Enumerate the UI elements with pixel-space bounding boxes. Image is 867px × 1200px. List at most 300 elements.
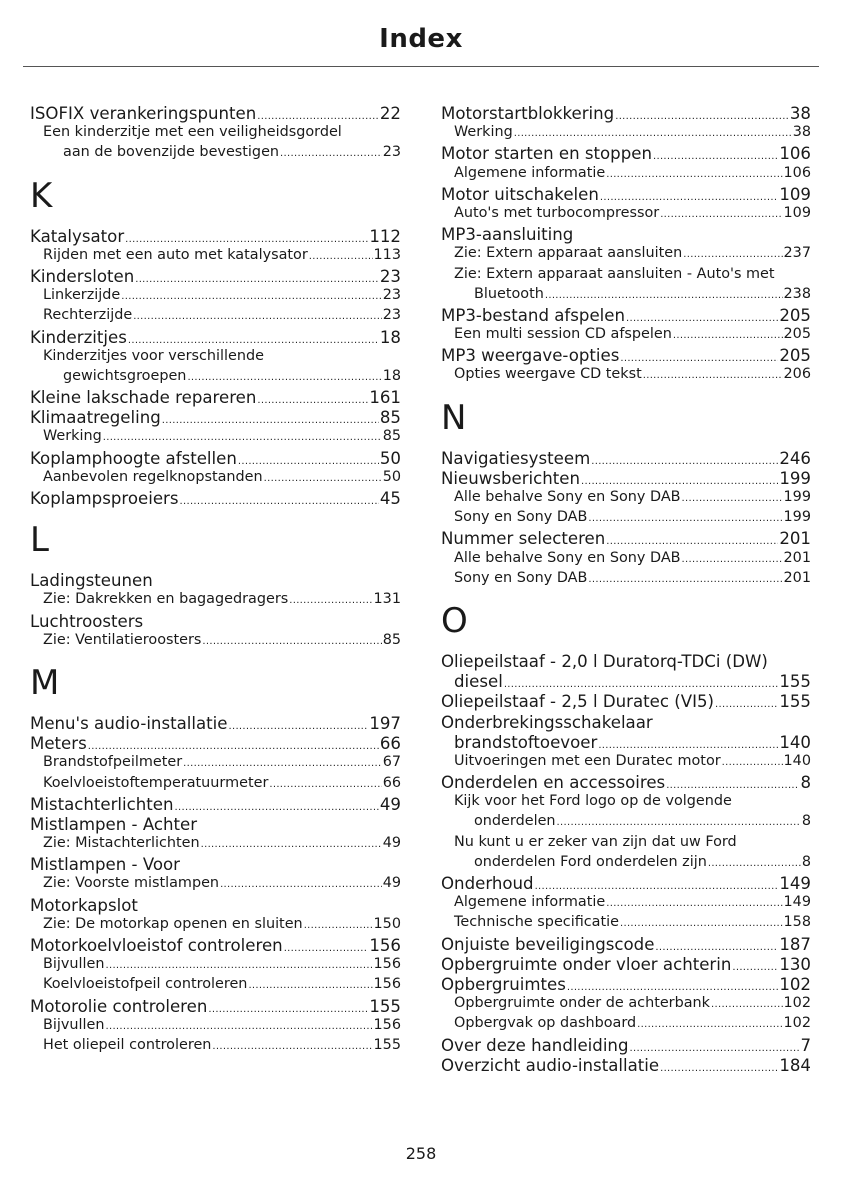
index-subentry	[441, 165, 811, 185]
index-page-ref: 161	[369, 388, 401, 408]
dot-leader	[257, 104, 379, 123]
index-page-ref: 50	[382, 468, 401, 485]
dot-leader	[682, 550, 783, 566]
dot-leader	[722, 753, 783, 769]
index-entry-label: Alle behalve Sony en Sony DAB	[454, 489, 681, 505]
index-page-ref: 238	[783, 285, 811, 302]
dot-leader	[175, 795, 379, 814]
index-entry-label: Motor starten en stoppen	[441, 144, 652, 164]
index-page-ref: 109	[783, 204, 811, 221]
index-entry	[441, 975, 811, 995]
index-subentry	[441, 205, 811, 225]
index-entry-label: Koelvloeistoftemperatuurmeter	[43, 774, 269, 791]
index-subentry	[30, 976, 401, 996]
index-subentry	[441, 914, 811, 934]
index-entry-label: Motor uitschakelen	[441, 184, 599, 204]
dot-leader	[629, 1036, 799, 1055]
index-entry-label: onderdelen Ford onderdelen zijn	[474, 853, 707, 870]
index-entry-label: Uitvoeringen met een Duratec motor	[454, 752, 721, 769]
index-entry	[441, 144, 811, 164]
index-entry-label: Zie: Ventilatieroosters	[43, 631, 202, 648]
index-entry	[30, 734, 401, 754]
index-column-left	[30, 104, 401, 1057]
dot-leader	[105, 1017, 372, 1033]
dot-leader	[598, 733, 778, 752]
index-entry-label: Zie: Extern apparaat aansluiten - Auto's met	[454, 265, 775, 282]
dot-leader	[248, 976, 372, 992]
dot-leader	[732, 955, 778, 974]
dot-leader	[88, 734, 379, 753]
index-subentry	[441, 366, 811, 386]
index-subentry	[441, 570, 811, 590]
dot-leader	[238, 449, 379, 468]
index-entry-label: Klimaatregeling	[30, 408, 161, 428]
index-subentry	[30, 124, 401, 144]
dot-leader	[135, 267, 379, 286]
index-entry-label: Het oliepeil controleren	[43, 1036, 212, 1053]
index-page-ref: 112	[369, 226, 401, 246]
index-page-ref: 49	[379, 794, 401, 814]
index-page-ref: 197	[369, 713, 401, 733]
index-entry-label: Werking	[454, 124, 513, 141]
index-page-ref: 8	[801, 813, 811, 830]
index-section-letter: K	[30, 175, 53, 216]
index-entry-label: onderdelen	[474, 813, 556, 830]
index-entry	[30, 408, 401, 428]
index-subentry	[441, 854, 811, 874]
index-entry	[441, 225, 811, 245]
index-page-ref: 155	[779, 692, 811, 712]
dot-leader	[615, 104, 789, 123]
index-section-letter: L	[30, 520, 49, 561]
index-entry-label: Een multi session CD afspelen	[454, 326, 672, 343]
dot-leader	[162, 408, 379, 427]
index-entry-label: Opbergruimte onder vloer achterin	[441, 954, 732, 974]
index-entry-label: MP3-aansluiting	[441, 225, 574, 245]
index-entry-label: Linkerzijde	[43, 287, 121, 304]
index-subentry	[441, 124, 811, 144]
index-page-ref: 184	[779, 1055, 811, 1075]
dot-leader	[620, 914, 783, 930]
index-subentry	[30, 632, 401, 652]
dot-leader	[133, 307, 381, 323]
index-entry-label: Zie: Mistachterlichten	[43, 835, 200, 852]
index-entry	[441, 773, 811, 793]
index-page-ref: 140	[783, 752, 811, 769]
dot-leader	[620, 346, 778, 365]
dot-leader	[514, 124, 792, 140]
dot-leader	[591, 449, 778, 468]
index-subentry	[441, 1015, 811, 1035]
dot-leader	[121, 287, 381, 303]
page-number: 258	[405, 1144, 437, 1163]
index-entry-label: Aanbevolen regelknopstanden	[43, 468, 263, 485]
dot-leader	[201, 835, 382, 851]
index-entry	[441, 306, 811, 326]
dot-leader	[588, 570, 782, 586]
index-page-ref: 45	[379, 489, 401, 508]
index-subentry	[441, 793, 811, 813]
index-entry	[30, 795, 401, 815]
index-page-ref: 237	[783, 245, 811, 262]
index-entry-label: Opties weergave CD tekst	[454, 366, 642, 383]
index-page-ref: 155	[369, 996, 401, 1016]
dot-leader	[187, 368, 381, 384]
index-column-right	[441, 104, 811, 1076]
index-page-ref: 23	[382, 287, 401, 304]
index-page-ref: 106	[783, 164, 811, 181]
index-entry-label: Kleine lakschade repareren	[30, 388, 257, 408]
index-page-ref: 156	[373, 976, 401, 993]
dot-leader	[504, 672, 778, 691]
index-entry-label: ISOFIX verankeringspunten	[30, 104, 257, 123]
title-divider	[23, 66, 819, 67]
dot-leader	[289, 591, 372, 607]
index-entry	[441, 935, 811, 955]
dot-leader	[660, 1056, 778, 1075]
index-page-ref: 156	[369, 936, 401, 955]
index-page-ref: 102	[783, 995, 811, 1012]
page-title: Index	[379, 24, 463, 54]
dot-leader	[304, 916, 373, 932]
index-subentry	[441, 894, 811, 914]
index-page-ref: 67	[382, 754, 401, 771]
dot-leader	[600, 185, 778, 204]
index-entry	[30, 388, 401, 408]
index-entry-label: Mistlampen - Achter	[30, 814, 198, 834]
dot-leader	[220, 875, 382, 891]
index-entry-label: Sony en Sony DAB	[454, 509, 588, 526]
dot-leader	[103, 428, 382, 444]
dot-leader	[708, 854, 801, 870]
index-subentry	[30, 247, 401, 267]
index-entry-label: diesel	[454, 672, 503, 692]
index-page-ref: 140	[779, 732, 811, 752]
index-page-ref: 38	[792, 124, 811, 141]
dot-leader	[264, 469, 382, 485]
index-entry-label: Meters	[30, 734, 87, 754]
index-page-ref: 8	[800, 773, 811, 793]
index-entry-label: Rijden met een auto met katalysator	[43, 246, 308, 263]
index-page-ref: 155	[373, 1036, 401, 1053]
index-entry-label: Zie: Extern apparaat aansluiten	[454, 245, 683, 262]
dot-leader	[682, 489, 783, 505]
dot-leader	[208, 997, 368, 1016]
index-entry-label: Onderbrekingsschakelaar	[441, 712, 653, 732]
index-entry-label: Technische specificatie	[454, 914, 619, 931]
index-entry	[441, 652, 811, 672]
index-entry-label: aan de bovenzijde bevestigen	[63, 144, 280, 161]
index-subentry	[30, 348, 401, 368]
dot-leader	[637, 1015, 782, 1031]
dot-leader	[257, 388, 368, 407]
index-entry	[441, 1036, 811, 1056]
index-page-ref: 201	[783, 569, 811, 586]
index-entry	[30, 227, 401, 247]
index-entry-label: Alle behalve Sony en Sony DAB	[454, 549, 681, 566]
index-section-letter: M	[30, 662, 60, 703]
index-page-ref: 66	[379, 734, 401, 754]
dot-leader	[673, 326, 783, 342]
index-entry	[441, 672, 811, 692]
index-entry-label: Rechterzijde	[43, 307, 133, 324]
index-entry	[30, 612, 401, 632]
index-page-ref: 131	[373, 591, 401, 608]
index-section-letter: N	[441, 397, 467, 438]
index-subentry	[30, 144, 401, 164]
index-entry-label: Nummer selecteren	[441, 529, 606, 549]
dot-leader	[567, 975, 778, 994]
index-page-ref: 199	[783, 489, 811, 505]
index-entry-label: gewichtsgroepen	[63, 367, 187, 384]
index-page-ref: 50	[379, 448, 401, 468]
index-entry-label: Sony en Sony DAB	[454, 569, 588, 586]
index-entry-label: Oliepeilstaaf - 2,0 l Duratorq-TDCi (DW)	[441, 651, 768, 671]
index-page-ref: 23	[379, 266, 401, 286]
index-subentry	[441, 813, 811, 833]
index-entry-label: Kindersloten	[30, 266, 135, 286]
dot-leader	[180, 489, 379, 508]
index-entry-label: Koplampsproeiers	[30, 489, 179, 508]
index-page-ref: 49	[382, 875, 401, 892]
dot-leader	[655, 935, 778, 954]
index-entry-label: Mistlampen - Voor	[30, 855, 181, 875]
index-entry-label: Onderhoud	[441, 874, 534, 893]
index-page-ref: 150	[373, 915, 401, 932]
index-entry-label: Zie: De motorkap openen en sluiten	[43, 915, 303, 932]
index-page-ref: 66	[382, 774, 401, 791]
index-entry	[30, 328, 401, 348]
index-page-ref: 187	[779, 934, 811, 954]
dot-leader	[683, 245, 782, 261]
index-subentry	[30, 775, 401, 795]
dot-leader	[653, 144, 778, 163]
index-entry	[30, 936, 401, 956]
index-entry-label: Kinderzitjes voor verschillende	[43, 347, 264, 364]
dot-leader	[660, 205, 782, 221]
index-page-ref: 102	[783, 1015, 811, 1032]
index-subentry	[441, 489, 811, 509]
index-subentry	[441, 245, 811, 265]
dot-leader	[557, 813, 801, 829]
index-page-ref: 199	[783, 509, 811, 526]
index-entry-label: Werking	[43, 428, 102, 445]
index-entry-label: Onderdelen en accessoires	[441, 773, 666, 793]
dot-leader	[183, 754, 382, 770]
dot-leader	[643, 366, 783, 382]
dot-leader	[105, 956, 372, 972]
index-entry	[441, 529, 811, 549]
dot-leader	[606, 894, 782, 910]
index-entry-label: Motorstartblokkering	[441, 104, 615, 123]
index-entry-label: Mistachterlichten	[30, 794, 174, 814]
dot-leader	[711, 995, 783, 1011]
index-subentry	[441, 509, 811, 529]
index-page-ref: 23	[382, 307, 401, 324]
index-page-ref: 205	[783, 326, 811, 343]
index-page-ref: 85	[382, 428, 401, 445]
dot-leader	[666, 773, 799, 792]
index-entry	[30, 489, 401, 509]
index-entry	[30, 571, 401, 591]
index-entry	[441, 346, 811, 366]
index-page-ref: 158	[783, 914, 811, 931]
index-entry-label: MP3-bestand afspelen	[441, 305, 625, 325]
index-entry	[441, 874, 811, 894]
index-entry	[441, 733, 811, 753]
index-entry-label: Ladingsteunen	[30, 571, 153, 591]
dot-leader	[581, 469, 778, 488]
dot-leader	[128, 328, 379, 347]
index-entry-label: brandstoftoevoer	[454, 732, 598, 752]
index-page-ref: 201	[779, 529, 811, 549]
index-entry-label: Motorkapslot	[30, 895, 138, 915]
index-page-ref: 113	[373, 246, 401, 263]
dot-leader	[228, 714, 368, 733]
index-entry-label: Luchtroosters	[30, 611, 144, 631]
index-entry-label: Navigatiesysteem	[441, 448, 591, 468]
index-page-ref: 85	[382, 631, 401, 648]
index-page-ref: 18	[382, 367, 401, 384]
index-entry-label: Bluetooth	[474, 285, 544, 302]
dot-leader	[626, 306, 778, 325]
index-entry-label: Bijvullen	[43, 956, 105, 973]
index-page-ref: 85	[379, 408, 401, 428]
index-entry	[441, 713, 811, 733]
index-page-ref: 49	[382, 835, 401, 852]
index-page-ref: 155	[779, 672, 811, 692]
index-page-ref: 38	[789, 104, 811, 123]
index-page-ref: 130	[779, 954, 811, 974]
index-entry-label: Een kinderzitje met een veiligheidsgordel	[43, 124, 342, 141]
index-entry-label: Motorolie controleren	[30, 996, 208, 1016]
index-entry	[30, 267, 401, 287]
dot-leader	[715, 692, 778, 711]
index-subentry	[30, 591, 401, 611]
index-entry-label: Katalysator	[30, 226, 125, 246]
index-entry	[30, 896, 401, 916]
index-entry	[30, 997, 401, 1017]
index-page-ref: 106	[779, 144, 811, 164]
index-entry-label: Overzicht audio-installatie	[441, 1055, 660, 1075]
index-page-ref: 23	[382, 144, 401, 161]
index-page-ref: 156	[373, 956, 401, 973]
dot-leader	[606, 165, 782, 181]
index-entry-label: Brandstofpeilmeter	[43, 754, 183, 771]
dot-leader	[535, 874, 779, 893]
index-entry-label: Koelvloeistofpeil controleren	[43, 976, 248, 993]
index-page-ref: 149	[783, 894, 811, 911]
index-subentry	[30, 368, 401, 388]
index-entry	[30, 714, 401, 734]
index-page-ref: 109	[779, 184, 811, 204]
index-entry	[30, 104, 401, 124]
index-entry	[441, 692, 811, 712]
index-subentry	[441, 326, 811, 346]
index-page-ref: 102	[779, 974, 811, 994]
index-page-ref: 205	[779, 346, 811, 366]
dot-leader	[545, 286, 783, 302]
index-entry-label: Opbergvak op dashboard	[454, 1015, 637, 1032]
index-entry-label: Opbergruimtes	[441, 974, 566, 994]
index-subentry	[30, 754, 401, 774]
index-entry	[441, 469, 811, 489]
index-page-ref: 246	[779, 448, 811, 468]
index-page-ref: 18	[379, 327, 401, 347]
index-entry	[441, 104, 811, 124]
index-entry-label: Motorkoelvloeistof controleren	[30, 936, 283, 955]
index-entry	[30, 449, 401, 469]
dot-leader	[280, 144, 382, 160]
index-subentry	[30, 428, 401, 448]
index-entry-label: Onjuiste beveiligingscode	[441, 934, 655, 954]
index-entry-label: MP3 weergave-opties	[441, 346, 620, 366]
index-entry-label: Algemene informatie	[454, 164, 606, 181]
index-subentry	[441, 550, 811, 570]
index-entry-label: Over deze handleiding	[441, 1035, 629, 1055]
index-subentry	[441, 266, 811, 286]
index-page-ref: 22	[379, 104, 401, 123]
index-page-ref: 206	[783, 366, 811, 383]
index-page-ref: 7	[800, 1035, 811, 1055]
index-page-ref: 205	[779, 305, 811, 325]
dot-leader	[284, 936, 369, 955]
index-section-letter: O	[441, 600, 468, 641]
index-subentry	[30, 916, 401, 936]
dot-leader	[309, 247, 373, 263]
index-entry-label: Opbergruimte onder de achterbank	[454, 995, 711, 1012]
index-entry-label: Auto's met turbocompressor	[454, 204, 660, 221]
index-subentry	[30, 1037, 401, 1057]
index-subentry	[30, 287, 401, 307]
dot-leader	[125, 227, 368, 246]
index-entry	[30, 855, 401, 875]
index-page-ref: 199	[779, 468, 811, 488]
index-entry-label: Kijk voor het Ford logo op de volgende	[454, 793, 732, 810]
dot-leader	[212, 1037, 372, 1053]
index-subentry	[30, 469, 401, 489]
index-subentry	[441, 834, 811, 854]
index-entry-label: Nu kunt u er zeker van zijn dat uw Ford	[454, 833, 737, 850]
index-page-ref: 156	[373, 1016, 401, 1033]
index-subentry	[441, 286, 811, 306]
index-subentry	[30, 956, 401, 976]
index-entry-label: Koplamphoogte afstellen	[30, 448, 237, 468]
index-subentry	[30, 835, 401, 855]
dot-leader	[202, 632, 381, 648]
index-entry	[441, 955, 811, 975]
index-page-ref: 201	[783, 549, 811, 566]
dot-leader	[269, 775, 381, 791]
index-entry-label: Oliepeilstaaf - 2,5 l Duratec (VI5)	[441, 692, 715, 712]
index-entry	[441, 1056, 811, 1076]
index-entry-label: Menu's audio-installatie	[30, 713, 228, 733]
index-entry-label: Nieuwsberichten	[441, 468, 581, 488]
index-subentry	[441, 995, 811, 1015]
index-entry	[30, 815, 401, 835]
index-subentry	[30, 875, 401, 895]
index-entry-label: Bijvullen	[43, 1016, 105, 1033]
dot-leader	[588, 509, 782, 525]
index-entry-label: Kinderzitjes	[30, 327, 127, 347]
index-entry-label: Algemene informatie	[454, 894, 606, 911]
index-page-ref: 8	[801, 853, 811, 870]
index-subentry	[30, 1017, 401, 1037]
dot-leader	[606, 529, 778, 548]
index-entry-label: Zie: Dakrekken en bagagedragers	[43, 591, 289, 608]
index-subentry	[441, 753, 811, 773]
index-page-ref: 149	[779, 874, 811, 893]
